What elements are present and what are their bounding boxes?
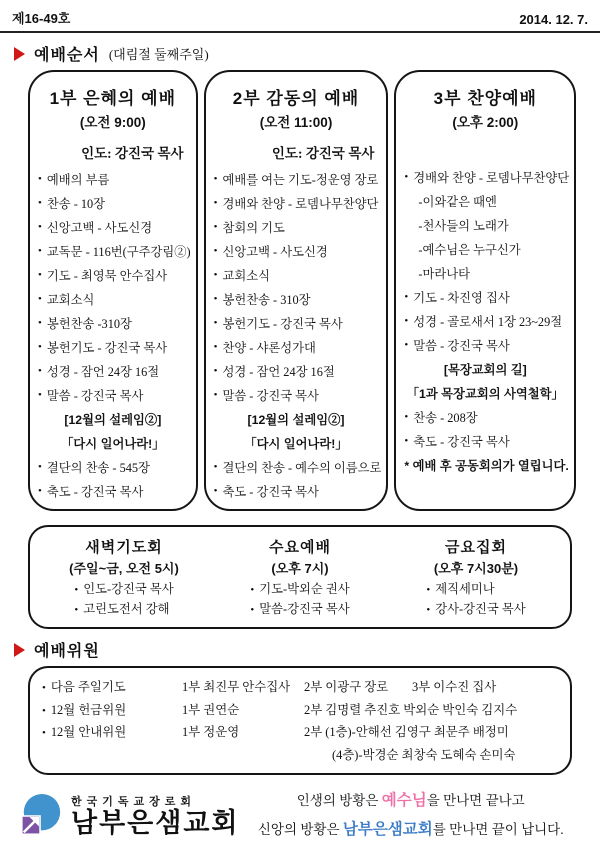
service-time: (오전 9:00) — [79, 115, 146, 130]
meeting-item: • 강사-강진국 목사 — [426, 600, 525, 620]
worship-order-header — [14, 42, 600, 65]
meeting-time: (오후 7시) — [271, 561, 329, 576]
sermon-series-title: [12월의 설레임②] — [247, 413, 345, 427]
slogan-line-2 — [240, 816, 583, 845]
service-item: • 말씀 - 강진국 목사 — [401, 333, 569, 357]
section-subtitle: (대림절 둘째주일) — [108, 47, 209, 62]
committee-row — [42, 745, 558, 767]
sermon-series-title: [목장교회의 길] — [443, 363, 527, 377]
service-item: • 결단의 찬송 - 545장 — [35, 455, 191, 479]
service-item: • 예배를 여는 기도-정운영 장로 — [211, 167, 382, 191]
service-item: • 결단의 찬송 - 예수의 이름으로 — [211, 455, 382, 479]
church-logo — [18, 792, 240, 840]
slogan-highlight-jesus: 예수님 — [381, 792, 427, 810]
meeting-items — [426, 580, 525, 619]
committee-part2: 2부 김명렬 추진호 박외순 박인숙 김지수 — [304, 702, 518, 717]
service-item: • 참회의 기도 — [211, 215, 382, 239]
masthead — [0, 6, 600, 33]
sermon-title: 「다시 일어나라!」 — [61, 437, 165, 451]
issue-number: 제16-49호 — [12, 11, 71, 26]
service-card-1 — [28, 70, 198, 511]
service-item: • 교독문 - 116번(구주강림②) — [35, 239, 191, 263]
service-item: • 예배의 부름 — [35, 167, 191, 191]
service-item: • 신앙고백 - 사도신경 — [35, 215, 191, 239]
service-cards — [28, 70, 572, 511]
slogan-text: 을 만나면 끝나고 — [426, 793, 525, 809]
meeting-item: • 기도-박외순 권사 — [250, 580, 349, 600]
committee-part1: 1부 최진무 안수집사 — [182, 680, 291, 695]
sermon-series-title: [12월의 설레임②] — [64, 413, 162, 427]
committee-part2: (4층)-박경순 최창숙 도혜숙 손미숙 — [332, 747, 516, 762]
committee-row — [42, 722, 558, 745]
service-item: • 성경 - 잠언 24장 16절 — [211, 359, 382, 383]
section-marker-icon — [14, 643, 25, 657]
church-name: 남부은샘교회 — [71, 808, 240, 839]
committee-label: • 12월 헌금위원 — [42, 700, 182, 723]
service-leader: 인도: 강진국 목사 — [271, 146, 375, 161]
slogan-line-1 — [240, 787, 583, 816]
committee-row — [42, 677, 558, 700]
service-title: 1부 은혜의 예배 — [49, 89, 177, 108]
service-item: • 교회소식 — [35, 287, 191, 311]
meeting-wednesday — [212, 536, 388, 619]
slogan — [240, 787, 583, 844]
meeting-time: (주일~금, 오전 5시) — [69, 561, 179, 576]
service-leader: 인도: 강진국 목사 — [81, 146, 184, 161]
committee-label: • 다음 주일기도 — [42, 677, 182, 700]
committee-row — [42, 700, 558, 723]
meeting-items — [74, 580, 173, 619]
committee-part2: 2부 (1층)-안해선 김영구 최문주 배정미 — [304, 725, 509, 740]
committee-part2: 2부 이광구 장로 — [304, 680, 389, 695]
meeting-dawn-prayer — [36, 536, 212, 619]
service-item: • 축도 - 강진국 목사 — [211, 479, 382, 503]
slogan-text: 를 만나면 끝이 납니다. — [432, 822, 564, 838]
committee-part1: 1부 정운영 — [182, 725, 240, 740]
committee-label — [42, 745, 182, 767]
meeting-title: 금요집회 — [445, 539, 507, 556]
meeting-item: • 인도-강진국 목사 — [74, 580, 173, 600]
service-item: • 성경 - 잠언 24장 16절 — [35, 359, 191, 383]
service-item: • 성경 - 골로새서 1장 23~29절 — [401, 309, 569, 333]
sermon-title: 「1과 목장교회의 사역철학」 — [406, 387, 564, 401]
meeting-title: 새벽기도회 — [85, 539, 163, 556]
service-item: • 말씀 - 강진국 목사 — [211, 383, 382, 407]
section-title: 예배순서 — [34, 47, 100, 64]
section-title: 예배위원 — [34, 643, 100, 661]
meeting-item: • 제직세미나 — [426, 580, 525, 600]
service-item: • 교회소식 — [211, 263, 382, 287]
service-item: • 말씀 - 강진국 목사 — [35, 383, 191, 407]
slogan-highlight-church: 남부은샘교회 — [342, 821, 433, 839]
song-item: -마라나타 — [418, 267, 471, 281]
service-item: • 축도 - 강진국 목사 — [401, 429, 569, 453]
meeting-item: • 고린도전서 강해 — [74, 600, 173, 620]
service-item: • 찬송 - 10장 — [35, 191, 191, 215]
service-item: • 찬양 - 샤론성가대 — [211, 335, 382, 359]
service-item: • 봉헌기도 - 강진국 목사 — [211, 311, 382, 335]
service-item: • 기도 - 차진영 집사 — [401, 285, 569, 309]
church-logo-text — [71, 793, 240, 839]
footer — [18, 787, 582, 844]
church-logo-icon — [18, 792, 64, 840]
song-item: -예수님은 누구신가 — [418, 243, 521, 257]
service-leader — [401, 142, 569, 160]
service-title: 3부 찬양예배 — [433, 89, 537, 108]
service-title: 2부 감동의 예배 — [232, 89, 360, 108]
service-item: • 경배와 찬양 - 로뎀나무찬양단 — [401, 165, 569, 189]
service-item: • 경배와 찬양 - 로뎀나무찬양단 — [211, 191, 382, 215]
sermon-title: 「다시 일어나라!」 — [244, 437, 348, 451]
service-item: • 봉헌찬송 -310장 — [35, 311, 191, 335]
committee-part3: 3부 이수진 집사 — [412, 680, 497, 695]
slogan-text: 신앙의 방황은 — [257, 822, 343, 838]
committee-part1 — [182, 745, 304, 767]
denomination-label: 한국기독교장로회 — [71, 796, 197, 809]
service-time: (오후 2:00) — [452, 115, 519, 130]
committee-header — [14, 638, 600, 661]
meeting-friday — [388, 536, 564, 619]
service-note: * 예배 후 공동회의가 열립니다. — [404, 459, 569, 473]
song-item: -이와같은 때엔 — [418, 195, 497, 209]
service-card-2 — [204, 70, 389, 511]
service-item: • 찬송 - 208장 — [401, 405, 569, 429]
service-item: • 축도 - 강진국 목사 — [35, 479, 191, 503]
section-marker-icon — [14, 47, 25, 61]
service-item: • 봉헌기도 - 강진국 목사 — [35, 335, 191, 359]
weekday-meetings-box — [28, 525, 572, 629]
service-item: • 신앙고백 - 사도신경 — [211, 239, 382, 263]
slogan-text: 인생의 방황은 — [296, 793, 382, 809]
meeting-item: • 말씀-강진국 목사 — [250, 600, 349, 620]
meeting-items — [250, 580, 349, 619]
service-card-3 — [394, 70, 576, 511]
issue-date: 2014. 12. 7. — [519, 12, 588, 27]
committee-box — [28, 666, 572, 775]
committee-label: • 12월 안내위원 — [42, 722, 182, 745]
service-item: • 봉헌찬송 - 310장 — [211, 287, 382, 311]
meeting-time: (오후 7시30분) — [433, 561, 519, 576]
committee-part1: 1부 권연순 — [182, 702, 240, 717]
song-item: -천사들의 노래가 — [418, 219, 509, 233]
meeting-title: 수요예배 — [269, 539, 331, 556]
service-time: (오전 11:00) — [259, 115, 333, 130]
service-item: • 기도 - 최영묵 안수집사 — [35, 263, 191, 287]
